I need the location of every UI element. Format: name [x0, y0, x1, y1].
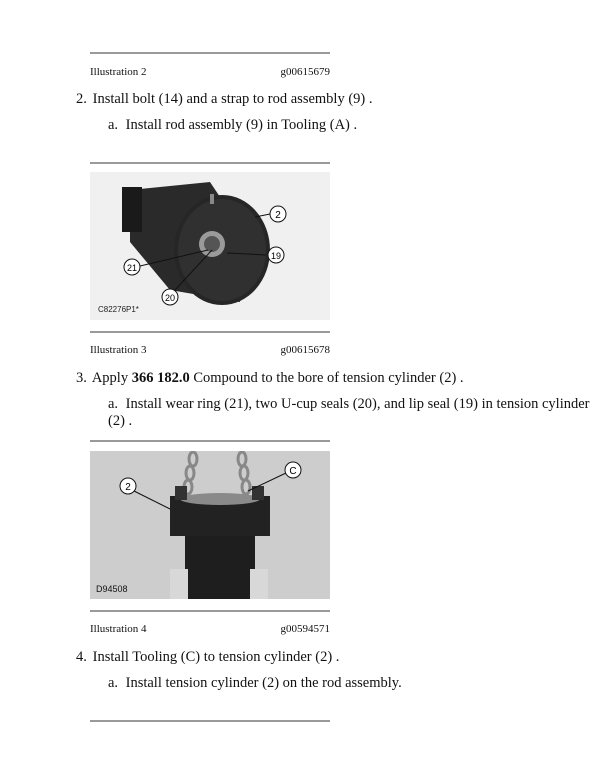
step-number: 3. [76, 370, 87, 386]
illustration-label: Illustration 4 [90, 623, 147, 635]
tooling-lift-photo [90, 451, 330, 599]
step-2 [76, 91, 373, 108]
step-2a [108, 117, 357, 134]
callout-20: 20 [164, 293, 176, 303]
illustration-4-photo [90, 451, 330, 599]
substep-text: Install tension cylinder (2) on the rod assembly. [125, 675, 402, 691]
divider [90, 610, 330, 612]
callout-19: 19 [270, 251, 282, 261]
illustration-id: g00615678 [280, 344, 330, 356]
part-number: 366 182.0 [131, 370, 190, 386]
divider [90, 720, 330, 722]
callout-2: 2 [275, 210, 281, 221]
illustration-4-caption [90, 623, 330, 635]
step-3a [108, 396, 600, 430]
substep-letter: a. [108, 675, 119, 691]
step-4a [108, 675, 402, 692]
divider [90, 162, 330, 164]
substep-text: Install wear ring (21), two U-cup seals (20), and lip seal (19) in tension cylinder (2) . [108, 396, 590, 429]
divider [90, 52, 330, 54]
step-number: 4. [76, 649, 87, 665]
divider [90, 331, 330, 333]
divider [90, 440, 330, 442]
step-number: 2. [76, 91, 87, 107]
svg-text:D94508: D94508 [96, 584, 128, 594]
step-text-after: Compound to the bore of tension cylinder (2) . [189, 370, 464, 386]
substep-letter: a. [108, 396, 119, 412]
callout-21: 21 [126, 263, 138, 273]
step-text: Install Tooling (C) to tension cylinder (2) . [92, 649, 340, 665]
callout-2: 2 [125, 482, 131, 493]
substep-letter: a. [108, 117, 119, 133]
step-text-before: Apply [91, 370, 132, 386]
svg-text:C82276P1*: C82276P1* [98, 305, 139, 314]
step-4 [76, 649, 339, 666]
step-text: Install bolt (14) and a strap to rod assembly (9) . [92, 91, 373, 107]
step-3 [76, 370, 464, 387]
illustration-id: g00615679 [280, 66, 330, 78]
substep-text: Install rod assembly (9) in Tooling (A) . [125, 117, 358, 133]
callout-c: C [289, 466, 297, 477]
illustration-label: Illustration 2 [90, 66, 147, 78]
illustration-3-photo [90, 172, 330, 320]
illustration-3-caption [90, 344, 330, 356]
illustration-label: Illustration 3 [90, 344, 147, 356]
illustration-id: g00594571 [280, 623, 330, 635]
tension-cylinder-photo [90, 172, 330, 320]
illustration-2-caption [90, 66, 330, 78]
